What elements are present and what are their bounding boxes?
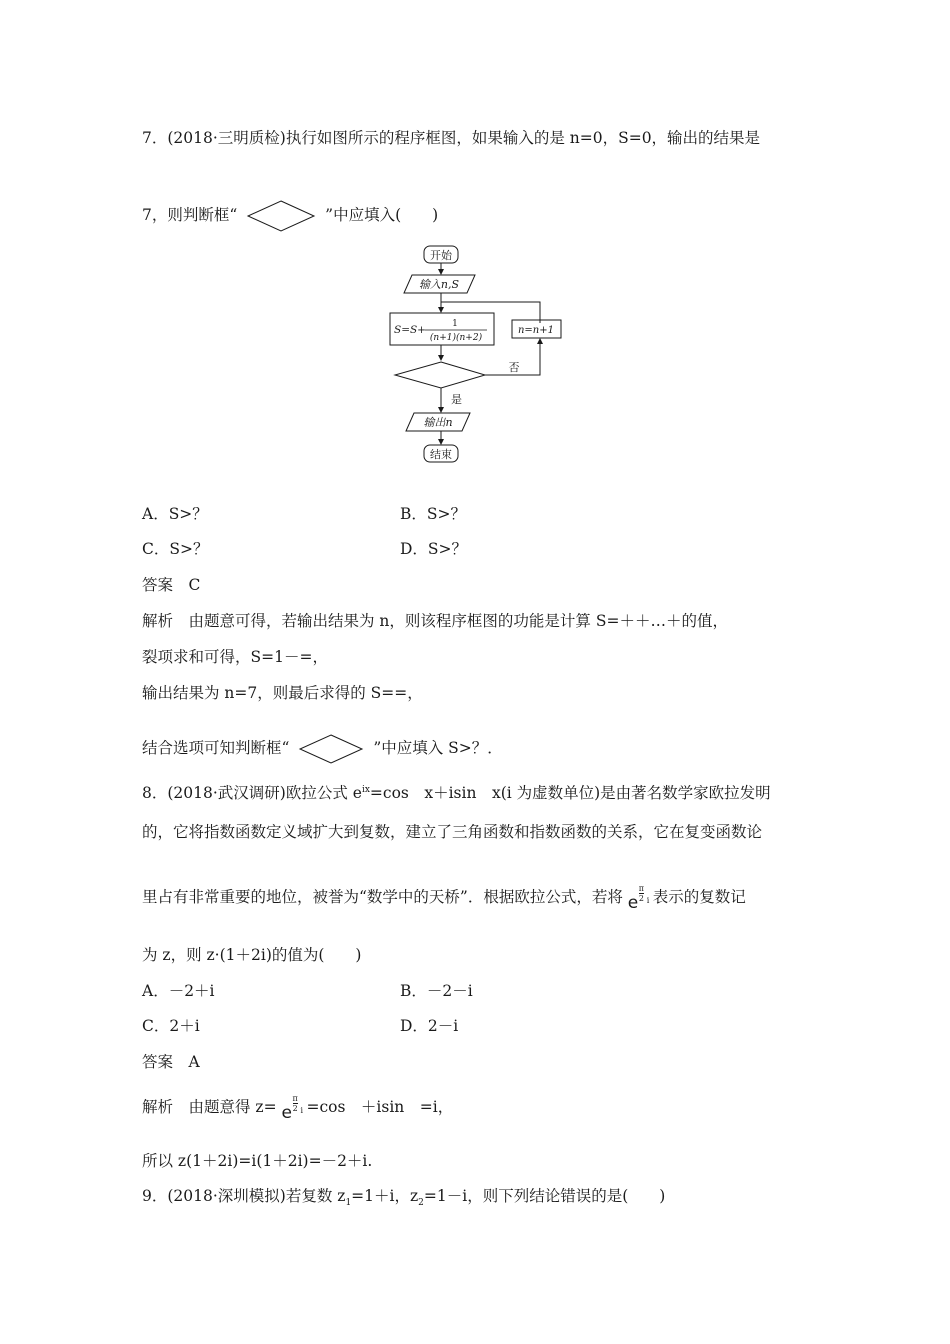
q8-option-b: B．－2－i [400, 982, 473, 1000]
q7-answer: 答案 C [142, 576, 201, 594]
q8-stem-line3-before: 里占有非常重要的地位，被誉为“数学中的天桥”．根据欧拉公式，若将 [142, 888, 623, 906]
flow-no-label: 否 [508, 361, 520, 374]
program-flowchart [385, 240, 575, 470]
q9-stem-a: 9．(2018·深圳模拟)若复数 z [142, 1187, 346, 1205]
flow-assign-den: (n+1)(n+2) [429, 333, 483, 343]
q8-exp-e: e [627, 893, 639, 913]
q9-stem-sub1: 1 [345, 1198, 352, 1209]
q8-analysis-exponent [282, 1094, 302, 1124]
q8-analysis-line2: 所以 z(1＋2i)=i(1＋2i)=－2＋i. [142, 1152, 373, 1170]
q8-analysis-exp-e: e [281, 1103, 292, 1123]
flow-output-label: 输出n [423, 416, 453, 429]
decision-diamond-icon [298, 733, 364, 765]
q9-stem-sub2: 2 [418, 1198, 424, 1209]
flow-assign-left: S=S+ [394, 324, 426, 336]
q8-stem-line1-sup: ix [361, 785, 370, 795]
q8-euler-exponent [628, 884, 648, 914]
q8-analysis-line1-before: 解析 由题意得 z= [142, 1098, 277, 1116]
q7-option-c: C．S>？ [142, 540, 209, 558]
q7-analysis-line4-before: 结合选项可知判断框“ [142, 739, 290, 757]
q7-analysis-line3: 输出结果为 n=7，则最后求得的 S==， [142, 684, 423, 702]
q7-option-b: B．S>？ [400, 505, 466, 523]
q8-exp-frac [639, 884, 644, 903]
flow-end-label: 结束 [430, 448, 452, 461]
q7-stem-line1: 7．(2018·三明质检)执行如图所示的程序框图，如果输入的是 n=0，S=0，输出的结果是 [142, 129, 761, 147]
q7-option-d: D．S>？ [400, 540, 468, 558]
q8-analysis-exp-num: π [292, 1094, 298, 1103]
q7-stem-line2 [142, 199, 438, 233]
q8-stem-line3 [142, 884, 746, 914]
q8-exp-i: i [646, 896, 650, 905]
q9-stem-b: =1＋i，z [351, 1187, 419, 1205]
q7-analysis-line4 [142, 733, 503, 765]
decision-diamond-icon [246, 199, 316, 233]
q7-stem-line2-after: ”中应填入( ) [325, 206, 439, 224]
q8-analysis-exp-frac [293, 1094, 298, 1113]
q8-analysis-line1 [142, 1094, 453, 1124]
q8-analysis-exp-i: i [300, 1106, 304, 1115]
q9-stem-c: =1－i，则下列结论错误的是( ) [423, 1187, 666, 1205]
q7-analysis-line4-after: ”中应填入 S>？． [373, 739, 503, 757]
q8-stem-line4: 为 z，则 z·(1＋2i)的值为( ) [142, 946, 362, 964]
flow-increment-label: n=n+1 [517, 325, 555, 336]
q8-stem-line1-b: =cos x＋isin x(i 为虚数单位)是由著名数学家欧拉发明 [369, 784, 771, 803]
q8-answer: 答案 A [142, 1053, 200, 1071]
q8-stem-line1 [142, 779, 771, 804]
q8-option-d: D．2－i [400, 1017, 459, 1035]
q7-option-a: A．S>？ [142, 505, 208, 523]
flow-start-label: 开始 [430, 249, 452, 262]
q8-exp-num: π [638, 884, 645, 893]
q8-stem-line2: 的，它将指数函数定义域扩大到复数，建立了三角函数和指数函数的关系，它在复变函数论 [142, 823, 763, 841]
q8-option-a: A．－2＋i [142, 982, 215, 1000]
q8-exp-den: 2 [638, 894, 644, 903]
flow-yes-label: 是 [451, 393, 462, 406]
q8-analysis-line1-after: =cos ＋isin =i， [306, 1098, 454, 1116]
q9-stem-line1 [142, 1185, 665, 1214]
q8-stem-line1-a: 8．(2018·武汉调研)欧拉公式 e [142, 784, 362, 803]
q7-analysis-line1: 解析 由题意可得，若输出结果为 n，则该程序框图的功能是计算 S=＋＋…＋的值， [142, 612, 728, 630]
q8-stem-line3-after: 表示的复数记 [652, 888, 746, 906]
flow-input-label: 输入n,S [418, 278, 460, 291]
flow-assign-num: 1 [452, 319, 458, 329]
flow-decision-diamond [395, 362, 485, 388]
q8-option-c: C．2＋i [142, 1017, 200, 1035]
q7-analysis-line2: 裂项求和可得，S=1－=， [142, 648, 328, 666]
q7-stem-line2-before: 7，则判断框“ [142, 206, 238, 224]
q8-analysis-exp-den: 2 [292, 1104, 298, 1113]
